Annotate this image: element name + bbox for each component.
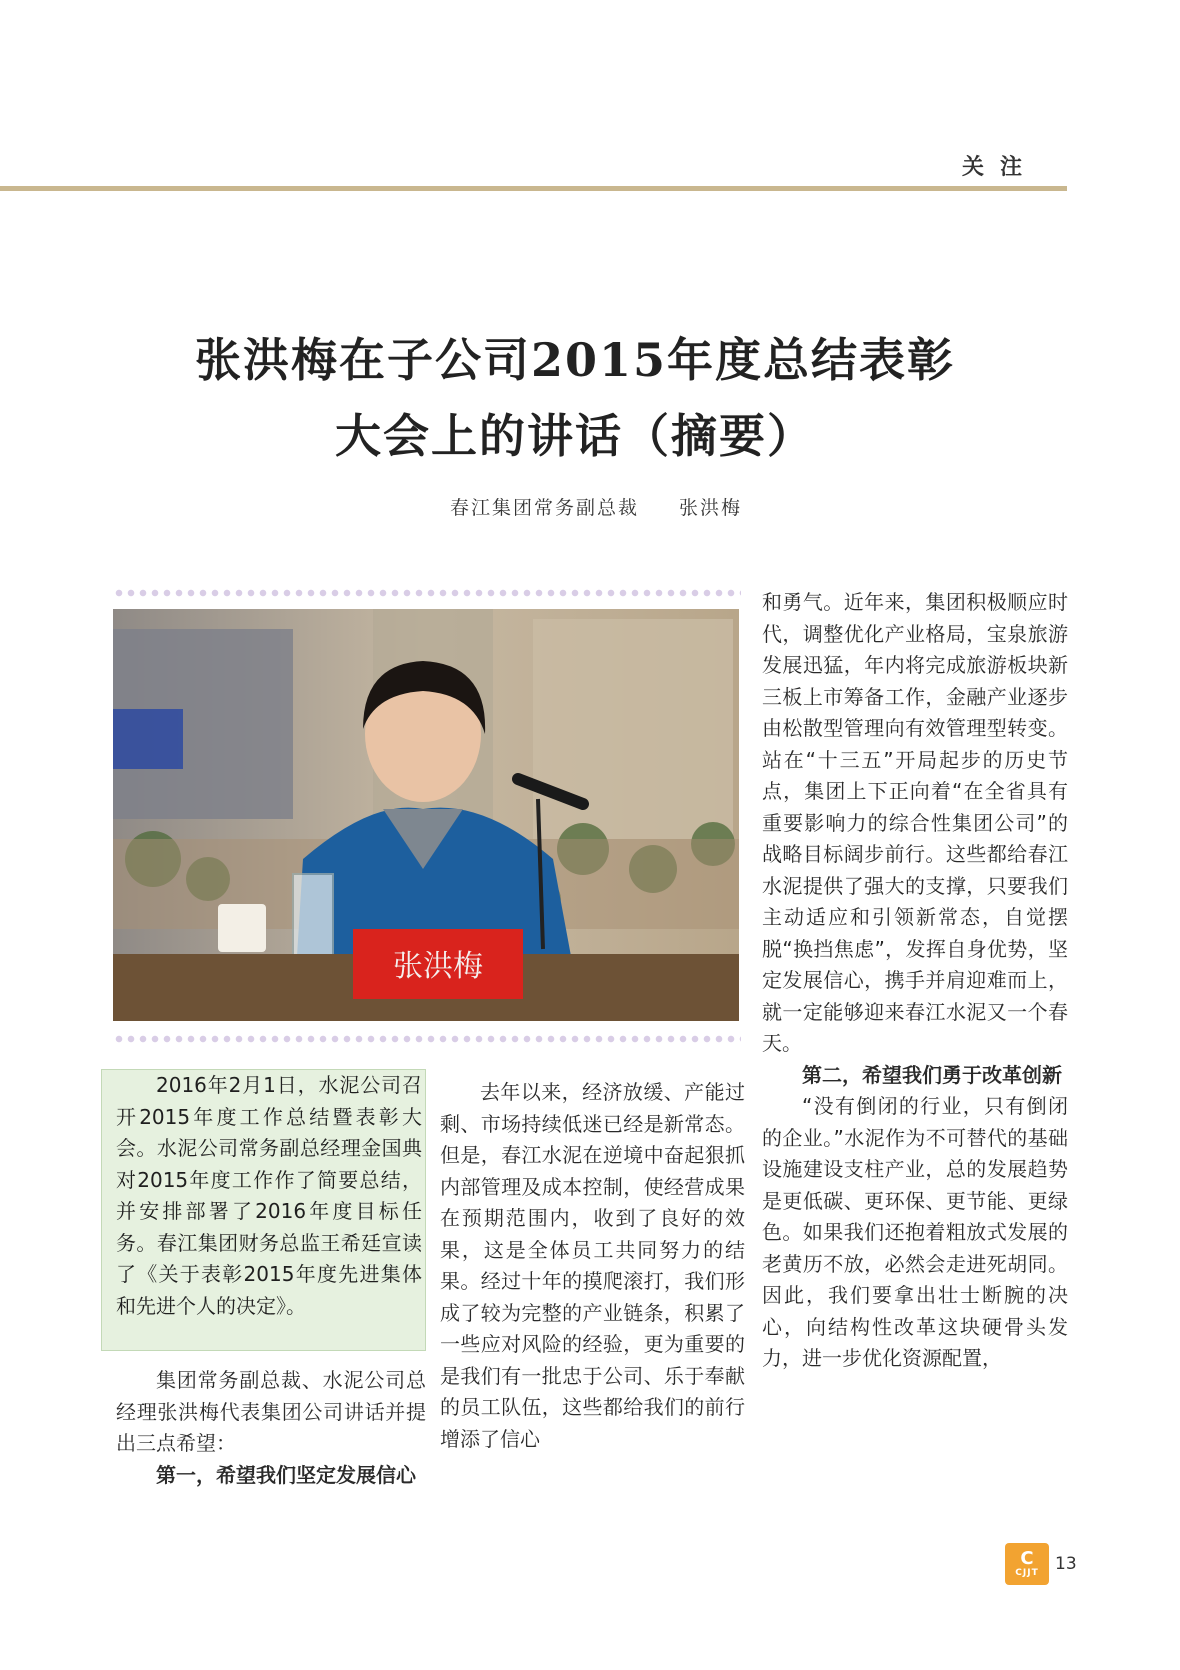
right-paragraph-1: 和勇气。近年来，集团积极顺应时代，调整优化产业格局，宝泉旅游发展迅猛，年内将完成旅游板块新三板上市筹备工作，金融产业逐步由松散型管理向有效管理型转变。站在“十三五”开局起步的历史节点，集团上下正向着“在全省具有重要影响力的综合性集团公司”的战略目标阔步前行。这些都给春江水泥提供了强大的支撑，只要我们主动适应和引领新常态，自觉摆脱“换挡焦虑”，发挥自身优势，坚定发展信心，携手并肩迎难而上，就一定能够迎来春江水泥又一个春天。 xyxy=(762,590,1068,1055)
left-intro: 集团常务副总裁、水泥公司总经理张洪梅代表集团公司讲话并提出三点希望： xyxy=(116,1368,426,1455)
mid-paragraph: 去年以来，经济放缓、产能过剩、市场持续低迷已经是新常态。但是，春江水泥在逆境中奋起狠抓内部管理及成本控制，使经营成果在预期范围内，收到了良好的效果，这是全体员工共同努力的结果。经过十年的摸爬滚打，我们形成了较为完整的产业链条，积累了一些应对风险的经验，更为重要的是我们有一批忠于公司、乐于奉献的员工队伍，这些都给我们的前行增添了信心 xyxy=(440,1080,745,1451)
title-line-1: 张洪梅在子公司2015年度总结表彰 xyxy=(194,333,956,387)
point1-heading: 第一，希望我们坚定发展信心 xyxy=(156,1462,416,1487)
column-right xyxy=(762,587,1068,1375)
dotted-rule-top xyxy=(113,589,741,597)
section-label: 关注 xyxy=(962,155,1039,180)
company-logo-icon: C CJJT xyxy=(1005,1543,1049,1585)
article-title xyxy=(100,322,1050,474)
nameplate-text: 张洪梅 xyxy=(393,949,483,984)
page-footer xyxy=(1005,1543,1077,1585)
column-middle xyxy=(440,1077,745,1455)
column-left xyxy=(116,1365,426,1491)
byline-role: 春江集团常务副总裁 xyxy=(450,497,640,519)
speaker-photo xyxy=(113,609,739,1021)
logo-abbr: CJJT xyxy=(1015,1568,1039,1578)
dotted-rule-bottom xyxy=(113,1035,741,1043)
byline xyxy=(450,493,742,520)
point2-heading: 第二，希望我们勇于改革创新 xyxy=(802,1062,1062,1087)
header-rule xyxy=(0,186,1067,191)
page-number: 13 xyxy=(1055,1554,1077,1574)
summary-text: 2016年2月1日，水泥公司召开2015年度工作总结暨表彰大会。水泥公司常务副总经理金国典对2015年度工作作了简要总结，并安排部署了2016年度目标任务。春江集团财务总监王希廷宣读了《关于表彰2015年度先进集体和先进个人的决定》。 xyxy=(116,1073,422,1318)
right-paragraph-2: “没有倒闭的行业，只有倒闭的企业。”水泥作为不可替代的基础设施建设支柱产业，总的发展趋势是更低碳、更环保、更节能、更绿色。如果我们还抱着粗放式发展的老黄历不放，必然会走进死胡同。因此，我们要拿出壮士断腕的决心，向结构性改革这块硬骨头发力，进一步优化资源配置， xyxy=(762,1094,1068,1370)
byline-name: 张洪梅 xyxy=(679,497,743,519)
title-line-2: 大会上的讲话（摘要） xyxy=(335,409,815,463)
